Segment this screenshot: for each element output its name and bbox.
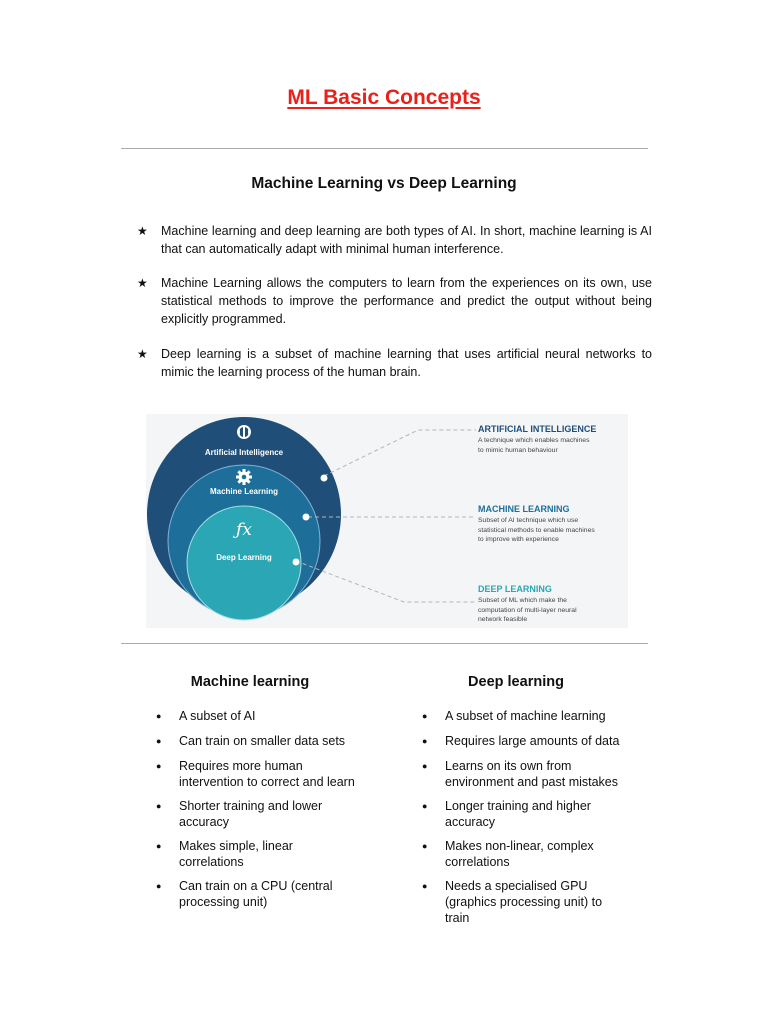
- dl-column-heading: Deep learning: [468, 674, 564, 690]
- ml-column-heading: Machine learning: [190, 674, 310, 690]
- star-item-text: Machine Learning allows the computers to learn from the experiences on its own, use statistical methods to improve the performance and predict the output without being explicitly programmed.: [161, 276, 652, 326]
- star-item-text: Deep learning is a subset of machine learning that uses artificial neural networks to mimic the learning process of the human brain.: [161, 347, 652, 379]
- ai-callout-title: ARTIFICIAL INTELLIGENCE: [478, 424, 597, 434]
- bullet-icon: ●: [422, 841, 428, 851]
- ml-circle-label: Machine Learning: [209, 487, 278, 496]
- dl-circle-label: Deep Learning: [216, 553, 272, 562]
- bullet-icon: ●: [422, 711, 428, 721]
- bullet-icon: ●: [156, 761, 162, 771]
- ml-marker: [303, 514, 310, 521]
- bullet-icon: ●: [422, 801, 428, 811]
- bullet-text: A subset of AI: [179, 709, 256, 723]
- star-item: [137, 274, 652, 328]
- star-icon: ★: [137, 224, 148, 238]
- star-item: [137, 345, 652, 381]
- top-divider: [121, 148, 648, 149]
- ai-circle-label: Artificial Intelligence: [204, 448, 284, 457]
- gear-icon: [236, 469, 252, 485]
- bullet-text: A subset of machine learning: [445, 709, 606, 723]
- bullet-icon: ●: [156, 736, 162, 746]
- ai-marker: [321, 475, 328, 482]
- page-title: ML Basic Concepts: [287, 86, 481, 109]
- bullet-text: Can train on a CPU (central processing unit): [179, 879, 333, 909]
- bullet-icon: ●: [156, 841, 162, 851]
- ml-callout-title: MACHINE LEARNING: [478, 504, 570, 514]
- middle-divider: [121, 643, 648, 644]
- bullet-text: Learns on its own from environment and past mistakes: [445, 759, 619, 789]
- bullet-icon: ●: [422, 736, 428, 746]
- section-heading: Machine Learning vs Deep Learning: [251, 175, 517, 192]
- star-item: [137, 222, 652, 258]
- bullet-text: Requires large amounts of data: [445, 734, 620, 748]
- star-icon: ★: [137, 347, 148, 361]
- bullet-text: Requires more human intervention to correct and learn: [179, 759, 355, 789]
- dl-callout-desc: Subset of ML which make the computation of multi-layer neural network feasible: [478, 597, 577, 623]
- bullet-text: Makes non-linear, complex correlations: [445, 839, 594, 869]
- ai-ml-dl-diagram: [146, 414, 628, 628]
- function-icon: ƒx: [236, 520, 252, 540]
- ml-callout-desc: Subset of AI technique which use statistical methods to enable machines to improve with experience: [478, 517, 595, 543]
- dl-bullet-item: [422, 878, 652, 928]
- bullet-icon: ●: [156, 711, 162, 721]
- bullet-icon: ●: [422, 761, 428, 771]
- bullet-text: Makes simple, linear correlations: [179, 839, 293, 869]
- bullet-icon: ●: [156, 801, 162, 811]
- bullet-icon: ●: [156, 881, 162, 891]
- bullet-text: Can train on smaller data sets: [179, 734, 346, 748]
- bullet-icon: ●: [422, 881, 428, 891]
- ml-bullet-item: [156, 878, 386, 928]
- brain-icon: [237, 425, 251, 439]
- star-icon: ★: [137, 276, 148, 290]
- star-item-text: Machine learning and deep learning are both types of AI. In short, machine learning is AI that can automatically adapt with minimal human interference.: [161, 224, 652, 256]
- bullet-text: Shorter training and lower accuracy: [179, 799, 323, 829]
- dl-callout-title: DEEP LEARNING: [478, 584, 552, 594]
- bullet-text: Needs a specialised GPU (graphics processing unit) to train: [445, 879, 603, 925]
- ai-callout-desc: A technique which enables machines to mimic human behaviour: [478, 437, 590, 454]
- bullet-text: Longer training and higher accuracy: [445, 799, 591, 829]
